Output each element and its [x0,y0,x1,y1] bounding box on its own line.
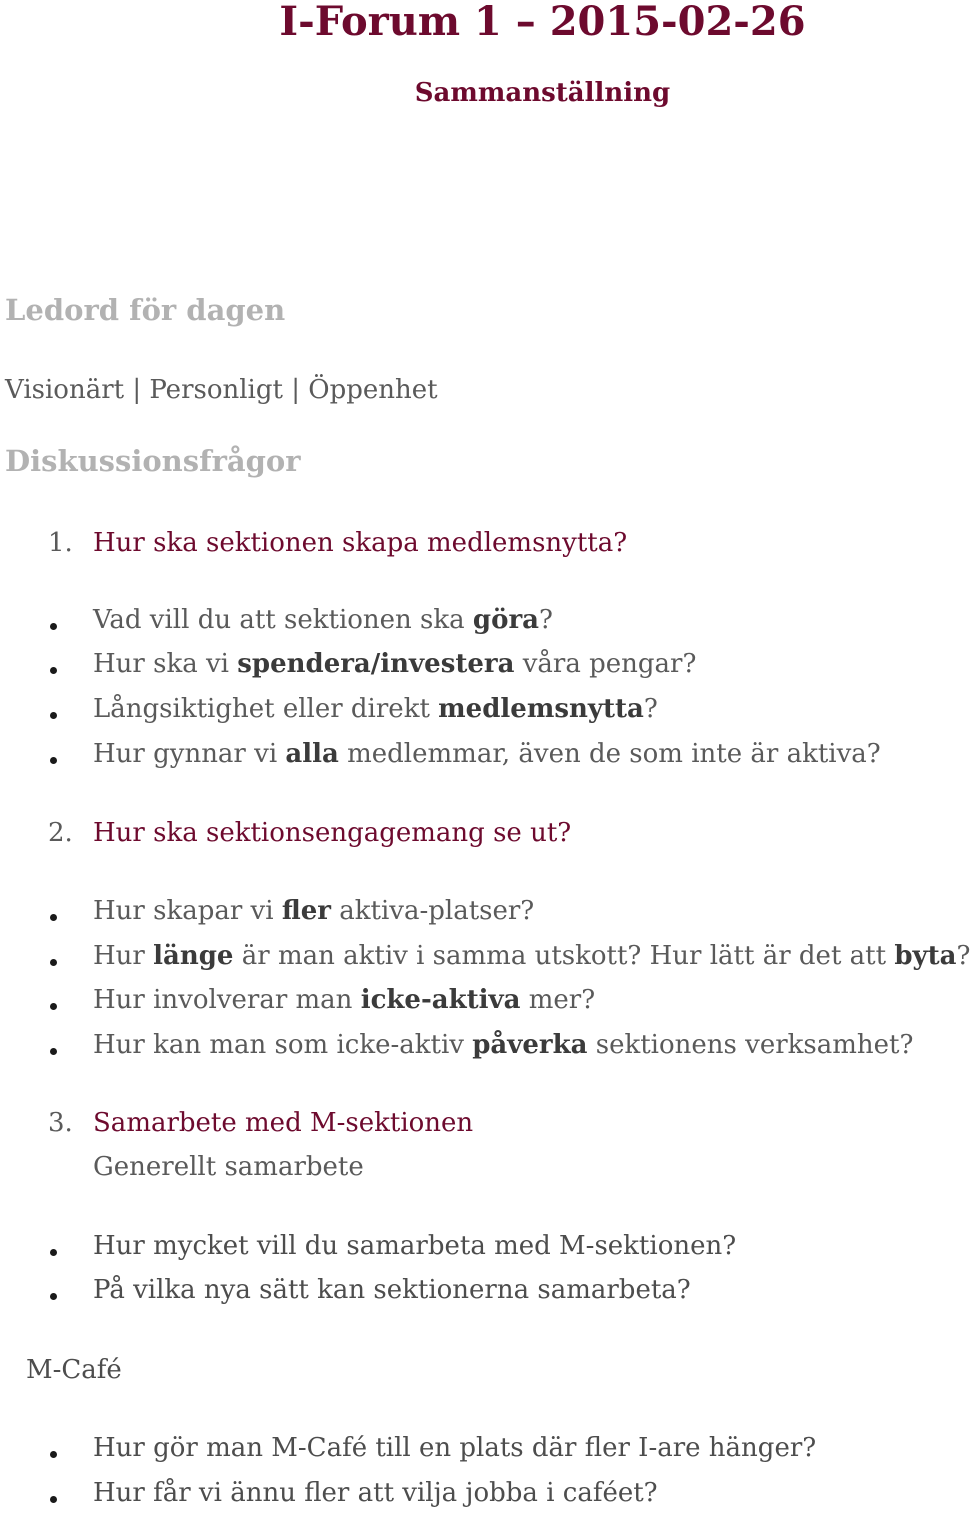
page-title: I-Forum 1 – 2015-02-26 [279,0,806,45]
section-question: Hur ska sektionsengagemang se ut? [93,818,572,848]
bullet-icon [50,1003,57,1010]
bullet-icon [50,623,57,630]
diskussion-heading: Diskussionsfrågor [5,444,301,478]
section-number: 2. [48,818,73,848]
bullet-icon [50,1249,57,1256]
ledord-text: Visionärt | Personligt | Öppenhet [5,375,438,405]
list-item: Hur gynnar vi alla medlemmar, även de som inte är aktiva? [93,739,881,769]
bullet-icon [50,1048,57,1055]
list-item: Hur länge är man aktiv i samma utskott? Hur lätt är det att byta? [93,941,970,971]
section-number: 1. [48,528,73,558]
mcafe-label: M-Café [26,1355,122,1385]
list-item: Hur involverar man icke-aktiva mer? [93,985,596,1015]
list-item: Hur får vi ännu fler att vilja jobba i caféet? [93,1478,658,1508]
bullet-icon [50,959,57,966]
list-item: Långsiktighet eller direkt medlemsnytta? [93,694,658,724]
list-item: På vilka nya sätt kan sektionerna samarbeta? [93,1275,691,1305]
list-item: Hur kan man som icke-aktiv påverka sektionens verksamhet? [93,1030,914,1060]
section-subheading: Generellt samarbete [93,1152,364,1182]
bullet-icon [50,667,57,674]
bullet-icon [50,1293,57,1300]
list-item: Hur gör man M-Café till en plats där fler I-are hänger? [93,1433,817,1463]
bullet-icon [50,914,57,921]
section-question: Hur ska sektionen skapa medlemsnytta? [93,528,628,558]
bullet-icon [50,712,57,719]
page-subtitle: Sammanställning [414,78,671,108]
list-item: Hur mycket vill du samarbeta med M-sektionen? [93,1231,737,1261]
bullet-icon [50,1496,57,1503]
bullet-icon [50,757,57,764]
ledord-heading: Ledord för dagen [5,293,286,327]
bullet-icon [50,1451,57,1458]
list-item: Hur ska vi spendera/investera våra pengar? [93,649,697,679]
list-item: Hur skapar vi fler aktiva-platser? [93,896,535,926]
section-question: Samarbete med M-sektionen [93,1108,474,1138]
list-item: Vad vill du att sektionen ska göra? [93,605,553,635]
section-number: 3. [48,1108,73,1138]
